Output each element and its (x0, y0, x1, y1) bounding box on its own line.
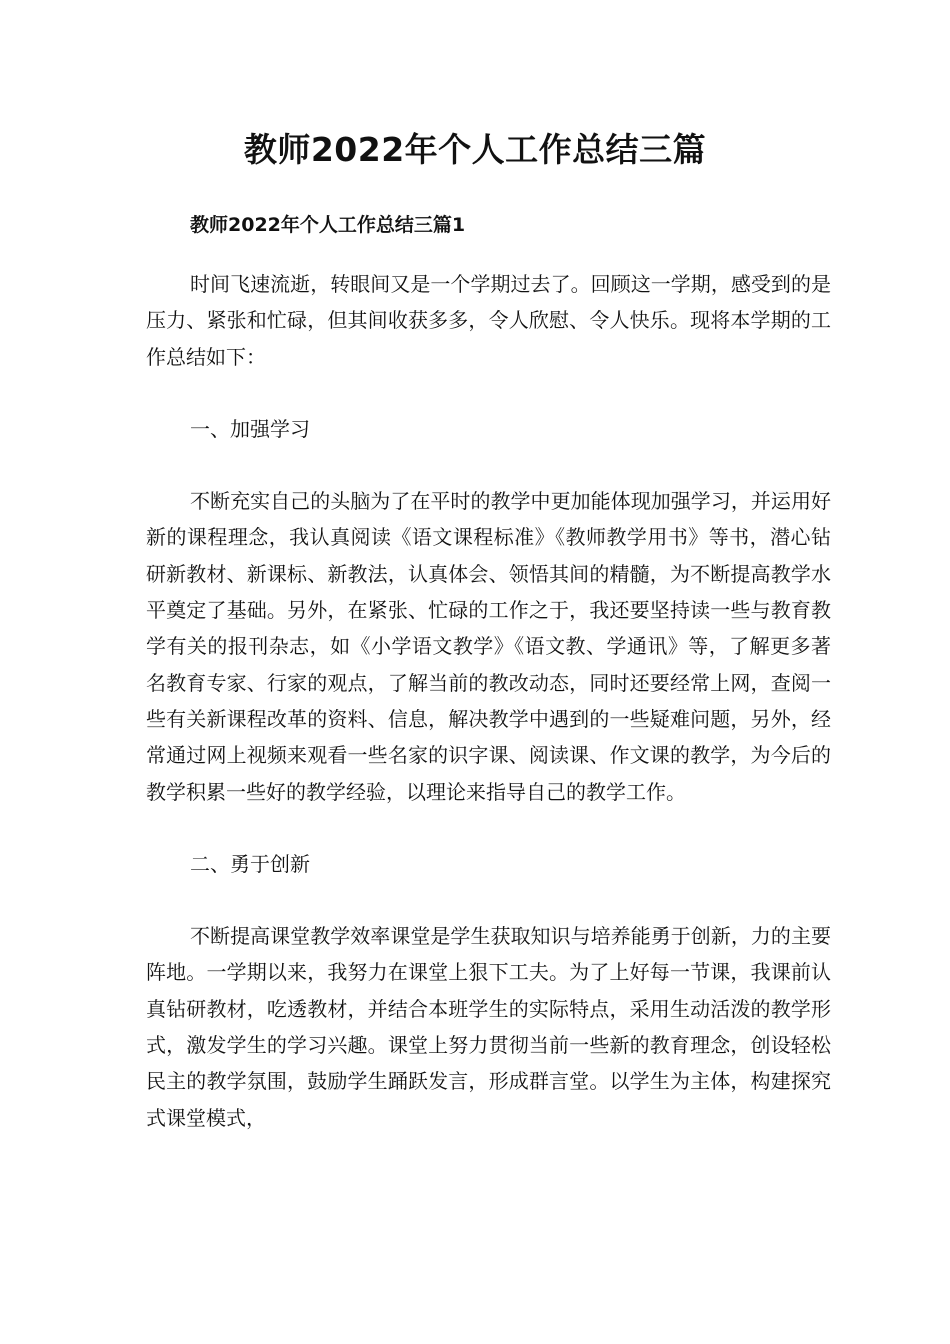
section-paragraph-study: 不断充实自己的头脑为了在平时的教学中更加能体现加强学习，并运用好新的课程理念，我认真阅读《语文课程标准》《教师教学用书》等书，潜心钻研新教材、新课标、新教法，认真体会、领悟其间的精髓，为不断提高教学水平奠定了基础。另外，在紧张、忙碌的工作之于，我还要坚持读一些与教育教学有关的报刊杂志，如《小学语文教学》《语文教、学通讯》等，了解更多著名教育专家、行家的观点，了解当前的教改动态，同时还要经常上网，查阅一些有关新课程改革的资料、信息，解决教学中遇到的一些疑难问题，另外，经常通过网上视频来观看一些名家的识字课、阅读课、作文课的教学，为今后的教学积累一些好的教学经验，以理论来指导自己的教学工作。 (146, 489, 831, 804)
article-subtitle: 教师2022年个人工作总结三篇1 (190, 214, 466, 236)
section-heading-innovation: 二、勇于创新 (190, 851, 310, 876)
section-paragraph-innovation: 不断提高课堂教学效率课堂是学生获取知识与培养能勇于创新，力的主要阵地。一学期以来，我努力在课堂上狠下工夫。为了上好每一节课，我课前认真钻研教材，吃透教材，并结合本班学生的实际特点，采用生动活泼的教学形式，激发学生的学习兴趣。课堂上努力贯彻当前一些新的教育理念，创设轻松民主的教学氛围，鼓励学生踊跃发言，形成群言堂。以学生为主体，构建探究式课堂模式， (146, 924, 831, 1130)
section-heading-study: 一、加强学习 (190, 416, 310, 441)
document-body (146, 266, 831, 1172)
intro-paragraph: 时间飞速流逝，转眼间又是一个学期过去了。回顾这一学期，感受到的是压力、紧张和忙碌，但其间收获多多，令人欣慰、令人快乐。现将本学期的工作总结如下： (146, 272, 831, 369)
document-title: 教师2022年个人工作总结三篇 (243, 130, 707, 169)
